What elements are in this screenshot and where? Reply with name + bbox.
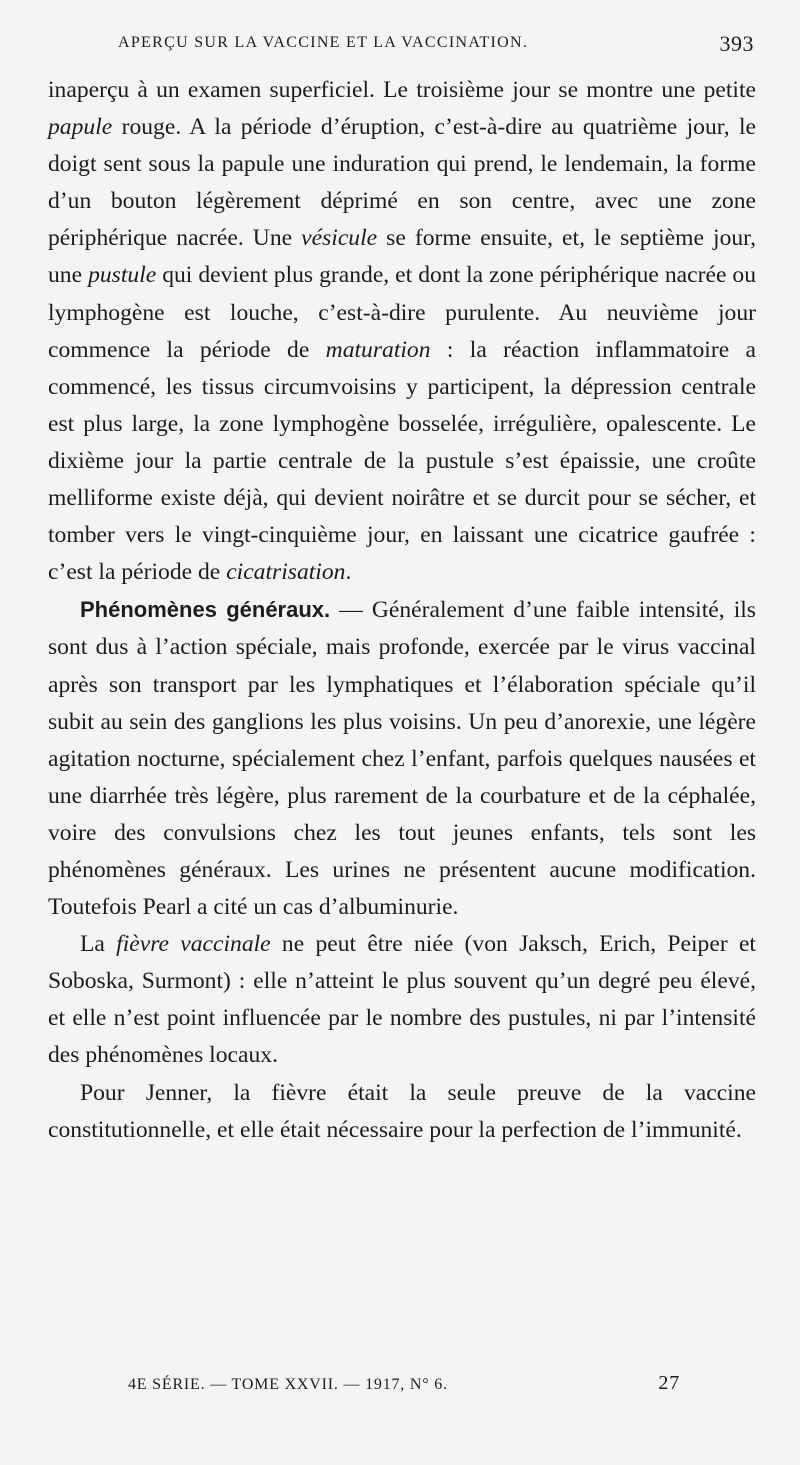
italic-term-fievre-vaccinale: fièvre vaccinale	[116, 931, 271, 958]
body-text	[48, 72, 756, 1149]
text-run: inaperçu à un examen superficiel. Le troisième jour se montre une petite	[48, 77, 756, 103]
italic-term-vesicule: vésicule	[301, 225, 378, 252]
italic-term-papule: papule	[48, 114, 113, 141]
italic-term-maturation: maturation	[325, 336, 431, 363]
page-number: 393	[719, 31, 754, 56]
paragraph-vaccinal-fever	[48, 926, 756, 1074]
paragraph-general-phenomena	[48, 591, 756, 926]
italic-term-pustule: pustule	[88, 262, 157, 289]
text-run: rouge. A la période d’éruption, c’est-à-dire au quatrième jour, le doigt sent sous la papule une induration qui prend, le lendemain, la forme d’un bouton légèrement déprimé en son centre, avec une zone périphérique nacrée. Une	[48, 114, 756, 252]
text-run: — Généralement d’une faible intensité, ils sont dus à l’action spéciale, mais profonde, exercée par le virus vaccinal après son transport par les lymphatiques et l’élaboration spéciale qu’il subit au sein des ganglions les plus voisins. Un peu d’anorexie, une légère agitation nocturne, spécialement chez l’enfant, parfois quelques nausées et une diarrhée très légère, plus rarement de la courbature et de la céphalée, voire des convulsions chez les tout jeunes enfants, tels sont les phénomènes généraux. Les urines ne présentent aucune modification. Toutefois Pearl a cité un cas d’albuminurie.	[48, 597, 756, 921]
text-run: .	[345, 559, 352, 586]
section-heading: Phénomènes généraux.	[80, 597, 331, 623]
text-run: La	[80, 931, 117, 958]
signature-mark: 27	[658, 1372, 680, 1394]
text-run: ne peut être niée (von Jaksch, Erich, Peiper et Soboska, Surmont) : elle n’atteint le plus souvent qu’un degré peu élevé, et elle n’est point influencée par le nombre des pustules, ni par l’intensité des phénomènes locaux.	[48, 931, 756, 1069]
running-header	[118, 31, 754, 64]
text-run: : la réaction inflammatoire a commencé, les tissus circumvoisins y participent, la dépression centrale est plus large, la zone lymphogène bosselée, irrégulière, opalescente. Le dixième jour la partie centrale de la pustule s’est épaissie, une croûte melliforme existe déjà, qui devient noirâtre et se durcit pour se sécher, et tomber vers le vingt-cinquième jour, en laissant une cicatrice gaufrée : c’est la période de	[48, 336, 756, 586]
series-signature: 4E SÉRIE. — TOME XXVII. — 1917, N° 6.	[128, 1376, 448, 1393]
italic-term-cicatrisation: cicatrisation	[226, 559, 346, 586]
text-run: se forme ensuite, et, le septième jour, une	[48, 225, 756, 289]
text-run: Pour Jenner, la fièvre était la seule preuve de la vaccine constitutionnelle, et elle était nécessaire pour la perfection de l’immunité.	[48, 1079, 756, 1143]
paragraph-eruption-stages	[48, 72, 756, 591]
running-title: APERÇU SUR LA VACCINE ET LA VACCINATION.	[118, 34, 529, 51]
text-run: qui devient plus grande, et dont la zone périphérique nacrée ou lymphogène est louche, c’est-à-dire purulente. Au neuvième jour commence la période de	[48, 262, 757, 363]
printer-signature-line	[128, 1372, 680, 1402]
paragraph-jenner	[48, 1075, 756, 1149]
